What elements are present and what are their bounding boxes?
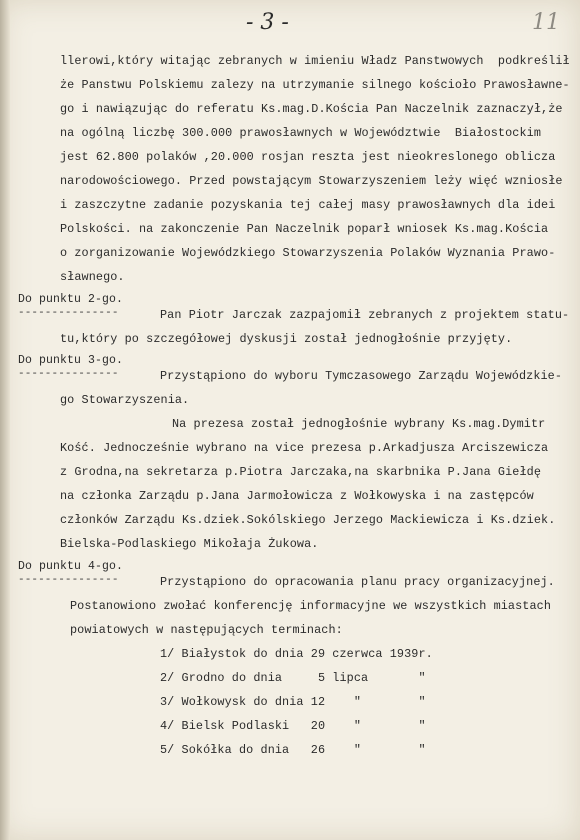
text-line: Pan Piotr Jarczak zazpajomił zebranych z projektem statu-: [160, 308, 570, 322]
text-line: Przystąpiono do opracowania planu pracy organizacyjnej.: [160, 575, 555, 589]
section-heading: Do punktu 4-go.: [18, 560, 124, 573]
section-heading: Do punktu 2-go.: [18, 293, 124, 306]
text-line: że Panstwu Polskiemu zalezy na utrzymanie silnego kościoło Prawosławne-: [60, 78, 570, 92]
text-line: na członka Zarządu p.Jana Jarmołowicza z Wołkowyska i na zastępców: [60, 489, 534, 503]
text-line: Przystąpiono do wyboru Tymczasowego Zarządu Wojewódzkie-: [160, 369, 563, 383]
text-line: llerowi,który witając zebranych w imieniu Władz Panstwowych podkreślił: [60, 54, 570, 68]
text-line: o zorganizowanie Wojewódzkiego Stowarzyszenia Polaków Wyznania Prawo-: [60, 246, 556, 260]
text-line: Bielska-Podlaskiego Mikołaja Żukowa.: [60, 537, 319, 551]
text-line: sławnego.: [60, 270, 125, 284]
text-line: narodowościowego. Przed powstającym Stowarzyszeniem leży więć wzniosłe: [60, 174, 563, 188]
text-line: i zaszczytne zadanie pozyskania tej całej masy prawosławnych dla idei: [60, 198, 556, 212]
text-line: Postanowiono zwołać konferencję informacyjne we wszystkich miastach: [70, 599, 552, 613]
section-underline: ---------------: [18, 574, 119, 586]
section-underline: ---------------: [18, 368, 119, 380]
page-number: - 3 -: [246, 10, 289, 35]
text-line: na ogólną liczbę 300.000 prawosławnych w Województwie Białostockim: [60, 126, 542, 140]
schedule-item: 5/ Sokółka do dnia 26 " ": [160, 743, 426, 757]
text-line: tu,który po szczegółowej dyskusji został jednogłośnie przyjęty.: [60, 332, 513, 346]
text-line: go Stowarzyszenia.: [60, 393, 190, 407]
schedule-item: 4/ Bielsk Podlaski 20 " ": [160, 719, 426, 733]
text-line: Na prezesa został jednogłośnie wybrany Ks.mag.Dymitr: [172, 417, 546, 431]
section-underline: ---------------: [18, 307, 119, 319]
schedule-item: 1/ Białystok do dnia 29 czerwca 1939r.: [160, 647, 433, 661]
schedule-item: 2/ Grodno do dnia 5 lipca ": [160, 671, 426, 685]
text-line: członków Zarządu Ks.dziek.Sokólskiego Jerzego Mackiewicza i Ks.dziek.: [60, 513, 556, 527]
folio-number: 11: [532, 10, 560, 35]
text-line: go i nawiązując do referatu Ks.mag.D.Kościa Pan Naczelnik zaznaczył,że: [60, 102, 563, 116]
text-line: z Grodna,na sekretarza p.Piotra Jarczaka,na skarbnika P.Jana Giełdę: [60, 465, 542, 479]
text-line: jest 62.800 polaków ,20.000 rosjan reszta jest nieokreslonego oblicza: [60, 150, 556, 164]
section-heading: Do punktu 3-go.: [18, 354, 124, 367]
text-line: Polskości. na zakonczenie Pan Naczelnik poparł wniosek Ks.mag.Kościa: [60, 222, 549, 236]
text-line: Kość. Jednocześnie wybrano na vice prezesa p.Arkadjusza Arciszewicza: [60, 441, 549, 455]
page-edge: [0, 0, 10, 840]
text-line: powiatowych w następujących terminach:: [70, 623, 343, 637]
schedule-item: 3/ Wołkowysk do dnia 12 " ": [160, 695, 426, 709]
